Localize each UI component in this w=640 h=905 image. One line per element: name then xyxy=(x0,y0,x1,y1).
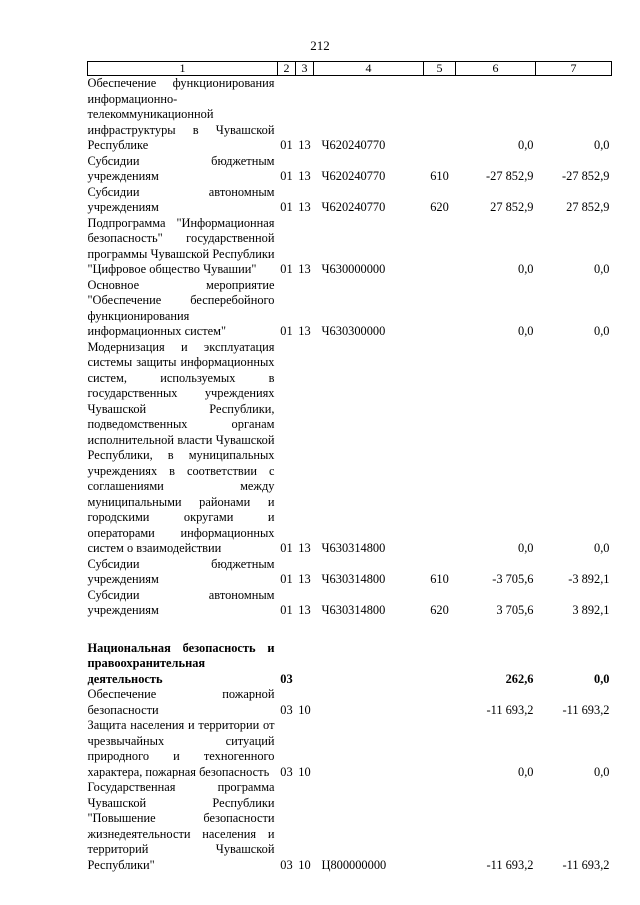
row-target-code-cell xyxy=(314,641,424,688)
row-section-cell: 03 xyxy=(280,764,293,779)
row-expense-type-cell xyxy=(424,278,456,340)
row-name-cell: Защита населения и территории от чрезвычайных ситуаций природного и техногенного характера, пожарная безопасность xyxy=(87,718,275,779)
row-expense-type-cell xyxy=(424,216,456,278)
row-expense-type-cell xyxy=(424,780,456,873)
row-name-cell: Субсидии бюджетным учреждениям xyxy=(87,153,275,183)
row-subsection-cell: 13 xyxy=(298,541,311,555)
table-row xyxy=(88,588,612,619)
row-section-cell: 01 xyxy=(280,138,293,152)
row-amount-2-cell: -11 693,2 xyxy=(562,857,610,872)
row-amount-1-cell: 0,0 xyxy=(518,138,534,152)
row-name-cell: Субсидии бюджетным учреждениям xyxy=(87,556,275,586)
row-name-cell: Национальная безопасность и правоохранительная деятельность xyxy=(87,640,275,686)
row-section-cell: 03 xyxy=(280,702,293,717)
row-expense-type-cell xyxy=(424,76,456,154)
row-expense-type-cell: 620 xyxy=(430,603,449,617)
row-amount-2-cell: 0,0 xyxy=(594,671,610,686)
row-expense-type-cell xyxy=(424,641,456,688)
table-body xyxy=(88,76,612,874)
row-target-code-cell: Ч620240770 xyxy=(321,138,386,152)
row-expense-type-cell xyxy=(424,340,456,557)
row-amount-2-cell: -3 892,1 xyxy=(568,572,610,586)
column-header-1: 1 xyxy=(88,62,278,76)
row-section-cell: 03 xyxy=(280,671,293,686)
row-amount-2-cell: 0,0 xyxy=(594,262,610,276)
row-amount-1-cell: 0,0 xyxy=(518,541,534,555)
row-name-cell: Обеспечение пожарной безопасности xyxy=(87,687,275,717)
row-subsection-cell: 10 xyxy=(298,702,311,717)
table-row xyxy=(88,278,612,340)
table-row xyxy=(88,340,612,557)
row-section-cell: 01 xyxy=(280,262,293,276)
row-name-cell: Модернизация и эксплуатация системы защиты информационных систем, используемых в государственных учреждениях Чувашской Республики, подведомственных органам исполнительной власти Чувашской Республики, в муниципальных учреждениях в соответствии с соглашениями между муниципальными районами и городскими округами и операторами информационных систем о взаимодействии xyxy=(87,339,275,555)
table-row xyxy=(88,718,612,780)
row-expense-type-cell xyxy=(424,687,456,718)
budget-table xyxy=(87,61,612,873)
row-subsection-cell: 13 xyxy=(298,572,311,586)
row-name-cell: Обеспечение функционирования информационно-телекоммуникационной инфраструктуры в Чувашской Республике xyxy=(87,76,275,152)
table-row xyxy=(88,780,612,873)
row-target-code-cell: Ч630000000 xyxy=(321,262,386,276)
row-name-cell: Субсидии автономным учреждениям xyxy=(87,184,275,214)
column-header-3: 3 xyxy=(296,62,314,76)
row-target-code-cell: Ч630314800 xyxy=(321,541,386,555)
row-section-cell: 03 xyxy=(280,857,293,872)
row-target-code-cell xyxy=(314,718,424,780)
row-amount-1-cell: -3 705,6 xyxy=(492,572,534,586)
row-amount-2-cell: 0,0 xyxy=(594,138,610,152)
row-subsection-cell: 13 xyxy=(298,324,311,338)
row-amount-1-cell: 27 852,9 xyxy=(490,200,534,214)
row-amount-1-cell: 0,0 xyxy=(518,324,534,338)
table-row xyxy=(88,557,612,588)
row-amount-2-cell: 0,0 xyxy=(594,541,610,555)
row-amount-2-cell: 27 852,9 xyxy=(566,200,610,214)
row-amount-1-cell: 0,0 xyxy=(518,764,534,779)
column-header-7: 7 xyxy=(536,62,612,76)
row-subsection-cell: 10 xyxy=(298,857,311,872)
row-subsection-cell: 13 xyxy=(298,169,311,183)
row-subsection-cell: 13 xyxy=(298,262,311,276)
table-row xyxy=(88,76,612,154)
row-amount-2-cell: 0,0 xyxy=(594,764,610,779)
row-subsection-cell: 13 xyxy=(298,200,311,214)
row-target-code-cell: Ц800000000 xyxy=(321,857,387,872)
row-section-cell: 01 xyxy=(280,200,293,214)
table-row xyxy=(88,185,612,216)
row-amount-1-cell: -27 852,9 xyxy=(486,169,534,183)
row-section-cell: 01 xyxy=(280,572,293,586)
row-amount-2-cell: -27 852,9 xyxy=(562,169,610,183)
row-name-cell: Субсидии автономным учреждениям xyxy=(87,587,275,617)
column-header-6: 6 xyxy=(456,62,536,76)
row-subsection-cell: 13 xyxy=(298,603,311,617)
row-section-cell: 01 xyxy=(280,603,293,617)
row-subsection-cell xyxy=(296,641,314,688)
row-name-cell: Подпрограмма "Информационная безопасность" государственной программы Чувашской Республики "Цифровое общество Чувашии" xyxy=(87,215,275,276)
row-expense-type-cell: 610 xyxy=(430,572,449,586)
table-row xyxy=(88,154,612,185)
column-header-5: 5 xyxy=(424,62,456,76)
row-target-code-cell: Ч630300000 xyxy=(321,324,386,338)
row-target-code-cell: Ч620240770 xyxy=(321,169,386,183)
row-amount-1-cell: -11 693,2 xyxy=(486,702,534,717)
row-expense-type-cell: 620 xyxy=(430,200,449,214)
table-row xyxy=(88,216,612,278)
row-name-cell: Государственная программа Чувашской Республики "Повышение безопасности жизнедеятельности населения и территорий Чувашской Республики" xyxy=(87,780,275,872)
table-row xyxy=(88,641,612,688)
row-amount-1-cell: 0,0 xyxy=(518,262,534,276)
column-header-4: 4 xyxy=(314,62,424,76)
row-amount-2-cell: 3 892,1 xyxy=(572,603,610,617)
table-header-row xyxy=(88,62,612,76)
row-target-code-cell xyxy=(314,687,424,718)
row-name-cell: Основное мероприятие "Обеспечение бесперебойного функционирования информационных систем" xyxy=(87,277,275,338)
row-amount-2-cell: 0,0 xyxy=(594,324,610,338)
spacer-row xyxy=(88,619,612,641)
spacer-cell xyxy=(88,619,612,641)
row-expense-type-cell: 610 xyxy=(430,169,449,183)
table-row xyxy=(88,687,612,718)
row-subsection-cell: 13 xyxy=(298,138,311,152)
row-subsection-cell: 10 xyxy=(298,764,311,779)
row-target-code-cell: Ч630314800 xyxy=(321,572,386,586)
row-target-code-cell: Ч630314800 xyxy=(321,603,386,617)
row-amount-2-cell: -11 693,2 xyxy=(562,702,610,717)
row-target-code-cell: Ч620240770 xyxy=(321,200,386,214)
row-section-cell: 01 xyxy=(280,541,293,555)
row-amount-1-cell: 262,6 xyxy=(505,671,534,686)
page-number: 212 xyxy=(310,38,330,53)
row-amount-1-cell: 3 705,6 xyxy=(496,603,534,617)
row-expense-type-cell xyxy=(424,718,456,780)
row-section-cell: 01 xyxy=(280,169,293,183)
row-section-cell: 01 xyxy=(280,324,293,338)
row-amount-1-cell: -11 693,2 xyxy=(486,857,534,872)
column-header-2: 2 xyxy=(278,62,296,76)
